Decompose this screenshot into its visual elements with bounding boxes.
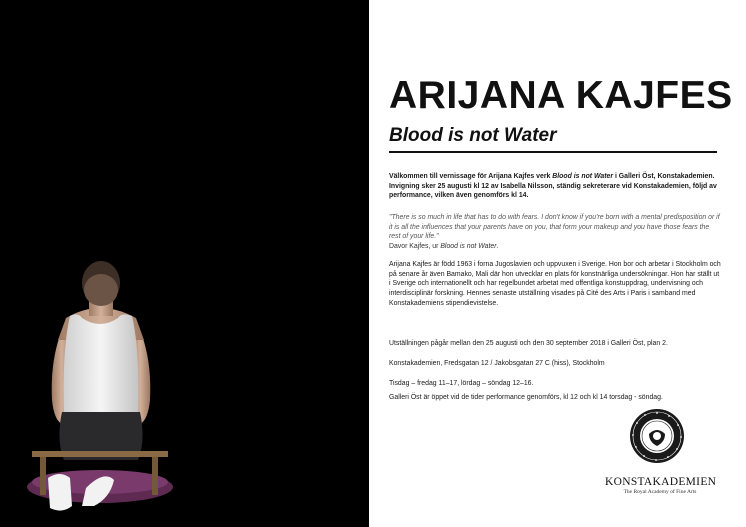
quote-attribution-prefix: Davor Kajfes, ur: [389, 243, 441, 250]
intro-text-2: i Galleri Öst, Konstakademien. Invigning sker 25 augusti kl 12 av Isabella Nilsson, ständig sekreterare vid Konstakademien, följd av performance, vilken även genomförs kl 14.: [389, 173, 717, 200]
intro-paragraph: [389, 172, 721, 201]
venue-address: Konstakademien, Fredsgatan 12 / Jakobsgatan 27 C (hiss), Stockholm: [389, 360, 605, 367]
quote-text: "There is so much in life that has to do with fears. I don't know if you're born with a mental predisposition or if it is all the influences that your parents have on you, that form your makeup and you have those fears the rest of your life.": [389, 214, 720, 241]
intro-work-title: Blood is not Water: [552, 173, 614, 180]
exhibition-dates: Utställningen pågår mellan den 25 augusti och den 30 september 2018 i Galleri Öst, plan 2.: [389, 340, 668, 347]
bio-paragraph: Arijana Kajfes är född 1963 i forna Jugoslavien och uppvuxen i Sverige. Hon bor och arbetar i Stockholm och på senare år även Bamako, Mali där hon utvecklar en plats för konstnärliga undersökningar. Hon har ställt ut i Sverige och internationellt och har regelbundet arbetat med offentliga konstuppdrag, undervisning och interdisciplinär forskning. Hennes senaste utställning visades på Cité des Arts i Paris i samband med Konstakademiens stipendievistelse.: [389, 261, 721, 307]
performance-times: Galleri Öst är öppet vid de tider performance genomförs, kl 12 och kl 14 torsdag - söndag.: [389, 394, 663, 401]
academy-seal-icon: [629, 408, 685, 464]
kneeling-figure-illustration: [0, 0, 369, 527]
work-title: Blood is not Water: [389, 125, 557, 146]
opening-hours: Tisdag – fredag 11–17, lördag – söndag 12–16.: [389, 380, 534, 387]
quote-attribution-suffix: .: [496, 243, 499, 250]
quote-attribution-title: Blood is not Water: [440, 243, 497, 250]
academy-logo-name: KONSTAKADEMIEN: [605, 476, 717, 488]
quote-attribution: [389, 242, 721, 252]
title-divider: [389, 151, 717, 153]
artist-photo: [0, 0, 369, 527]
academy-logo-subtitle: The Royal Academy of Fine Arts: [623, 489, 697, 495]
text-panel: [369, 0, 746, 527]
artist-name: ARIJANA KAJFES: [389, 74, 733, 117]
intro-text-1: Välkommen till vernissage för Arijana Kajfes verk: [389, 173, 553, 180]
